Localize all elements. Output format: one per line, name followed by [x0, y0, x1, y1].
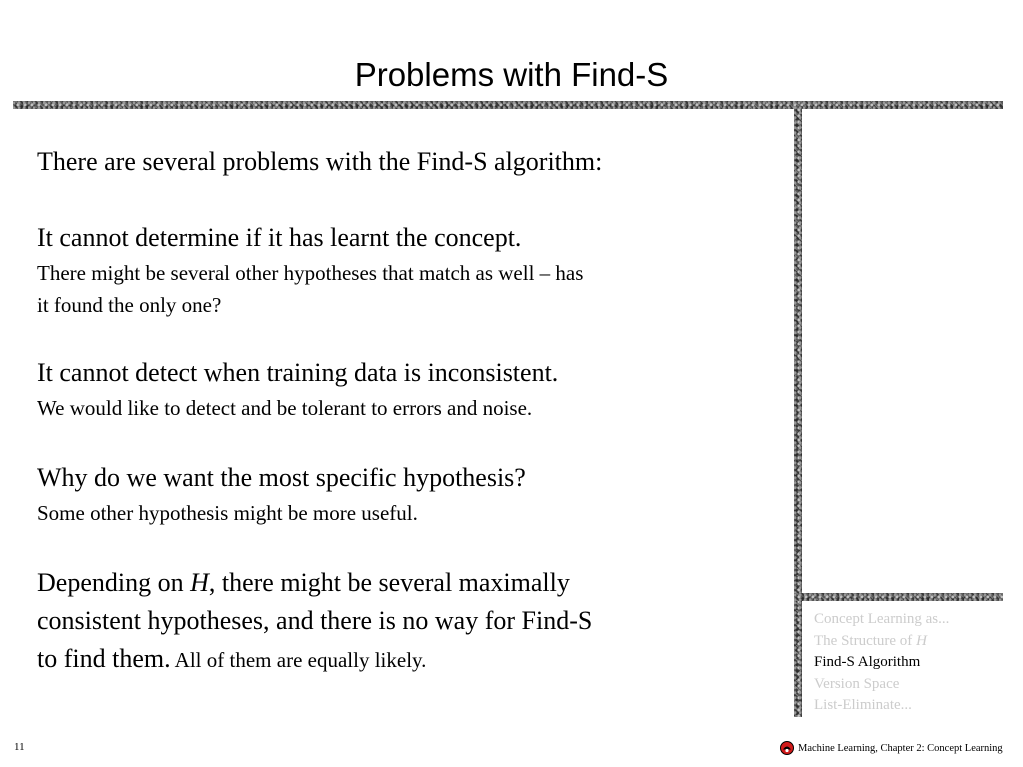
nav-item-label: List-Eliminate... — [814, 697, 912, 713]
page-number: 11 — [14, 741, 25, 753]
nav-item-label: Find-S Algorithm — [814, 654, 921, 670]
point-3-detail: Some other hypothesis might be more useful. — [37, 501, 418, 525]
point-1 — [37, 219, 583, 321]
point-4-line-2: consistent hypotheses, and there is no way for Find-S — [37, 606, 593, 635]
point-2-detail: We would like to detect and be tolerant to errors and noise. — [37, 396, 533, 420]
nav-item-find-s-algorithm[interactable] — [814, 652, 949, 674]
intro-text: There are several problems with the Find-S algorithm: — [37, 147, 603, 176]
point-4-line-3-main: to find them. — [37, 644, 171, 673]
point-1-detail-line-1: There might be several other hypotheses that match as well – has — [37, 261, 584, 285]
point-2 — [37, 354, 558, 424]
nav-item-list-eliminate[interactable] — [814, 695, 949, 717]
point-3-heading: Why do we want the most specific hypothesis? — [37, 463, 526, 492]
point-4-line-3-small: All of them are equally likely. — [170, 648, 427, 672]
point-4-line-3 — [37, 640, 592, 679]
nav-item-label: Version Space — [814, 675, 900, 692]
footer — [780, 741, 1003, 755]
vertical-divider-bar — [794, 106, 802, 717]
slide-title: Problems with Find-S — [354, 56, 669, 93]
point-4-line-1-after: , there might be several maximally — [208, 568, 570, 597]
point-1-heading: It cannot determine if it has learnt the concept. — [37, 223, 522, 252]
point-4-line-1 — [37, 564, 592, 602]
nav-item-label: Concept Learning as... — [814, 611, 950, 627]
footer-text: Machine Learning, Chapter 2: Concept Learning — [798, 742, 1003, 754]
point-3 — [37, 459, 526, 529]
point-4-line-1-before: Depending on — [37, 568, 191, 597]
point-1-detail-line-2: it found the only one? — [37, 293, 222, 317]
nav-item-label: The Structure of — [814, 632, 917, 649]
point-2-heading: It cannot detect when training data is inconsistent. — [37, 358, 559, 387]
hypothesis-space-symbol: H — [190, 568, 209, 597]
university-logo-icon — [780, 741, 794, 755]
nav-item-version-space[interactable] — [814, 674, 949, 696]
nav-item-italic: H — [916, 632, 927, 649]
nav-item-concept-learning[interactable] — [814, 609, 949, 631]
top-divider-bar — [13, 101, 1003, 109]
section-nav — [814, 609, 949, 717]
sidebar-divider-bar — [794, 593, 1003, 601]
point-4 — [37, 564, 592, 679]
nav-item-structure-of-h[interactable] — [814, 631, 949, 653]
